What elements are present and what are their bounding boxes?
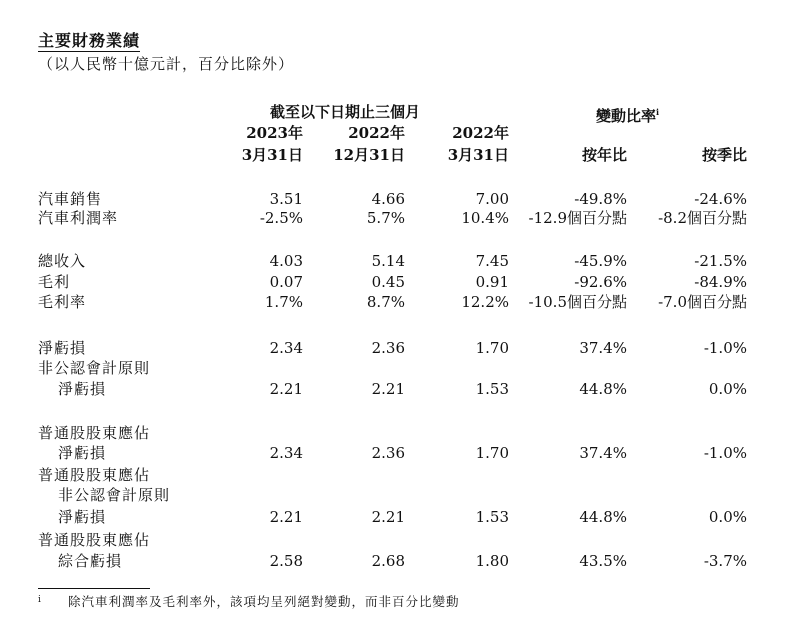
footnote-marker: i: [656, 107, 660, 117]
header-col2-date: 12月31日: [333, 146, 405, 164]
table-row: [0, 272, 793, 292]
row-label: 汽車利潤率: [38, 209, 119, 227]
header-col1-year: 2023年: [246, 124, 303, 142]
page-title: 主要財務業績: [38, 31, 141, 50]
row-label: 淨虧損: [58, 380, 107, 398]
cell-value: -84.9%: [694, 273, 747, 291]
cell-value: -3.7%: [703, 552, 747, 570]
table-row: [0, 485, 793, 505]
cell-value: 0.0%: [708, 508, 747, 526]
table-row: [0, 423, 793, 443]
header-period-group: 截至以下日期止三個月: [270, 103, 421, 121]
cell-value: 44.8%: [579, 508, 627, 526]
cell-value: -7.0個百分點: [658, 293, 747, 311]
row-label: 非公認會計原則: [58, 486, 171, 504]
cell-value: 7.45: [475, 252, 509, 270]
row-label: 淨虧損: [58, 508, 107, 526]
cell-value: 2.21: [371, 508, 405, 526]
header-col1-date: 3月31日: [241, 146, 303, 164]
cell-value: 2.68: [371, 552, 405, 570]
cell-value: -8.2個百分點: [658, 209, 747, 227]
cell-value: 3.51: [269, 190, 303, 208]
cell-value: 1.70: [475, 444, 509, 462]
cell-value: 4.66: [371, 190, 405, 208]
cell-value: 0.91: [475, 273, 509, 291]
cell-value: 2.36: [371, 339, 405, 357]
table-row: [0, 465, 793, 485]
cell-value: 5.7%: [366, 209, 405, 227]
footnote-text: 除汽車利潤率及毛利率外，該項均呈列絕對變動，而非百分比變動: [68, 594, 460, 609]
table-row: [0, 358, 793, 378]
row-label: 淨虧損: [58, 444, 107, 462]
cell-value: 0.0%: [708, 380, 747, 398]
table-row: [0, 551, 793, 571]
cell-value: 10.4%: [461, 209, 509, 227]
cell-value: 2.21: [269, 380, 303, 398]
cell-value: 2.21: [269, 508, 303, 526]
cell-value: 43.5%: [579, 552, 627, 570]
row-label: 汽車銷售: [38, 190, 103, 208]
header-col3-year: 2022年: [452, 124, 509, 142]
cell-value: 2.21: [371, 380, 405, 398]
cell-value: 12.2%: [461, 293, 509, 311]
table-row: [0, 251, 793, 271]
table-row: [0, 507, 793, 527]
cell-value: 2.34: [269, 339, 303, 357]
row-label: 淨虧損: [38, 339, 87, 357]
table-row: [0, 338, 793, 358]
table-row: [0, 379, 793, 399]
header-col3-date: 3月31日: [447, 146, 509, 164]
table-row: [0, 189, 793, 209]
header-change-group: [596, 103, 659, 125]
row-label: 毛利: [38, 273, 71, 291]
cell-value: 37.4%: [579, 444, 627, 462]
cell-value: -1.0%: [703, 339, 747, 357]
cell-value: 2.34: [269, 444, 303, 462]
header-change-label: 變動比率: [596, 107, 657, 125]
cell-value: -45.9%: [574, 252, 627, 270]
cell-value: 1.53: [475, 380, 509, 398]
cell-value: 37.4%: [579, 339, 627, 357]
cell-value: -24.6%: [694, 190, 747, 208]
cell-value: -2.5%: [259, 209, 303, 227]
cell-value: 5.14: [371, 252, 405, 270]
table-row: [0, 292, 793, 312]
cell-value: 44.8%: [579, 380, 627, 398]
row-label: 非公認會計原則: [38, 359, 151, 377]
cell-value: 1.70: [475, 339, 509, 357]
cell-value: 2.58: [269, 552, 303, 570]
cell-value: 1.7%: [264, 293, 303, 311]
header-col-qoq: 按季比: [701, 146, 747, 164]
cell-value: 2.36: [371, 444, 405, 462]
cell-value: 1.53: [475, 508, 509, 526]
cell-value: -21.5%: [694, 252, 747, 270]
cell-value: 4.03: [269, 252, 303, 270]
header-col-yoy: 按年比: [581, 146, 627, 164]
row-label: 普通股股東應佔: [38, 424, 151, 442]
cell-value: 0.07: [269, 273, 303, 291]
cell-value: 7.00: [475, 190, 509, 208]
table-row: [0, 208, 793, 228]
cell-value: 8.7%: [366, 293, 405, 311]
cell-value: 1.80: [475, 552, 509, 570]
row-label: 普通股股東應佔: [38, 531, 151, 549]
table-row: [0, 530, 793, 550]
row-label: 普通股股東應佔: [38, 466, 151, 484]
table-row: [0, 443, 793, 463]
row-label: 毛利率: [38, 293, 87, 311]
cell-value: -92.6%: [574, 273, 627, 291]
cell-value: -10.5個百分點: [528, 293, 627, 311]
row-label: 總收入: [38, 252, 87, 270]
cell-value: -1.0%: [703, 444, 747, 462]
footnote-mark: i: [38, 595, 42, 605]
cell-value: -12.9個百分點: [528, 209, 627, 227]
row-label: 綜合虧損: [58, 552, 123, 570]
footnote-divider: [38, 588, 150, 589]
cell-value: 0.45: [371, 273, 405, 291]
cell-value: -49.8%: [574, 190, 627, 208]
header-col2-year: 2022年: [348, 124, 405, 142]
page-subtitle: （以人民幣十億元計，百分比除外）: [38, 55, 295, 73]
